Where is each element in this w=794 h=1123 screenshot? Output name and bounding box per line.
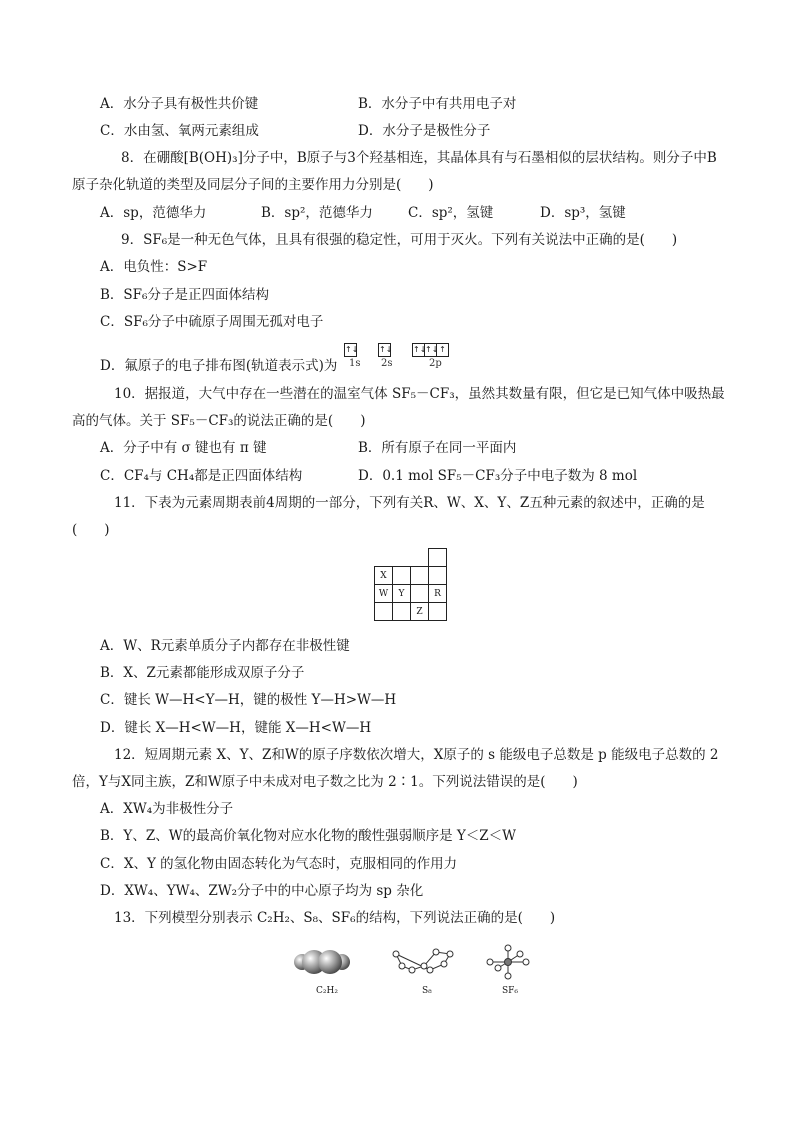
q10-option-b: B．所有原子在同一平面内	[358, 440, 517, 456]
q8-stem-line1: 8．在硼酸[B(OH)₃]分子中，B原子与3个羟基相连，其晶体具有与石墨相似的层状结构。则分子中B	[121, 150, 717, 166]
q10-option-d: D．0.1 mol SF₅－CF₃分子中电子数为 8 mol	[358, 468, 638, 484]
q11-stem-line2: ( )	[72, 522, 110, 538]
label-sf6: SF₆	[502, 986, 519, 996]
q8-option-b: B．sp²，范德华力	[261, 205, 373, 221]
q7-option-d: D．水分子是极性分子	[358, 123, 491, 139]
orbital-box-2p-1: ↑↓	[412, 343, 425, 357]
molecular-models	[290, 940, 550, 984]
orbital-label-1s: 1s	[349, 358, 361, 369]
q12-stem-line2: 倍，Y与X同主族，Z和W原子中未成对电子数之比为 2∶1。下列说法错误的是( )	[72, 774, 578, 790]
periodic-table-fragment	[374, 548, 447, 621]
label-c2h2: C₂H₂	[316, 986, 338, 996]
q8-option-a: A．sp，范德华力	[100, 205, 207, 221]
orbital-label-2s: 2s	[381, 358, 393, 369]
q12-stem-line1: 12．短周期元素 X、Y、Z和W的原子序数依次增大，X原子的 s 能级电子总数是 p 能级电子总数的 2	[114, 747, 719, 763]
cell-w: W	[375, 585, 393, 603]
q9-option-a: A．电负性：S>F	[100, 259, 208, 275]
s8-model	[393, 949, 453, 973]
orbital-box-1s: ↑↓	[344, 343, 357, 357]
q10-option-c: C．CF₄与 CH₄都是正四面体结构	[100, 468, 303, 484]
q10-stem-line2: 高的气体。关于 SF₅－CF₃的说法正确的是( )	[72, 413, 366, 429]
cell-r: R	[429, 585, 447, 603]
q9-option-c: C．SF₆分子中硫原子周围无孤对电子	[100, 314, 324, 330]
q13-stem: 13．下列模型分别表示 C₂H₂、S₈、SF₆的结构，下列说法正确的是( )	[114, 910, 556, 926]
c2h2-model	[294, 950, 350, 974]
q10-option-a: A．分子中有 σ 键也有 π 键	[100, 440, 267, 456]
orbital-box-2s: ↑↓	[378, 343, 391, 357]
q8-option-c: C．sp²，氢键	[408, 205, 494, 221]
sf6-model	[487, 945, 529, 979]
q9-stem: 9．SF₆是一种无色气体，且具有很强的稳定性，可用于灭火。下列有关说法中正确的是( )	[121, 232, 678, 248]
label-s8: S₈	[422, 986, 432, 996]
orbital-box-2p-3: ↑	[436, 343, 449, 357]
q9-option-b: B．SF₆分子是正四面体结构	[100, 287, 269, 303]
q7-option-b: B．水分子中有共用电子对	[358, 96, 517, 112]
q12-option-b: B．Y、Z、W的最高价氧化物对应水化物的酸性强弱顺序是 Y＜Z＜W	[100, 828, 517, 844]
q12-option-c: C．X、Y 的氢化物由固态转化为气态时，克服相同的作用力	[100, 856, 458, 872]
q7-option-a: A．水分子具有极性共价键	[100, 96, 259, 112]
q11-option-a: A．W、R元素单质分子内都存在非极性键	[100, 638, 350, 654]
cell-x: X	[375, 567, 393, 585]
q12-option-d: D．XW₄、YW₄、ZW₂分子中的中心原子均为 sp 杂化	[100, 883, 424, 899]
orbital-label-2p: 2p	[429, 358, 442, 369]
orbital-box-2p-2: ↑↓	[424, 343, 437, 357]
q11-stem-line1: 11．下表为元素周期表前4周期的一部分，下列有关R、W、X、Y、Z五种元素的叙述中，正确的是	[114, 495, 705, 511]
q7-option-c: C．水由氢、氧两元素组成	[100, 123, 259, 139]
q9-option-d: D．氟原子的电子排布图(轨道表示式)为	[100, 358, 338, 374]
q11-option-c: C．键长 W—H<Y—H，键的极性 Y—H>W—H	[100, 692, 397, 708]
cell-y: Y	[393, 585, 411, 603]
q8-option-d: D．sp³，氢键	[540, 205, 626, 221]
q12-option-a: A．XW₄为非极性分子	[100, 801, 234, 817]
q8-stem-line2: 原子杂化轨道的类型及同层分子间的主要作用力分别是( )	[72, 177, 434, 193]
q10-stem-line1: 10．据报道，大气中存在一些潜在的温室气体 SF₅－CF₃，虽然其数量有限，但它是已知气体中吸热最	[114, 386, 725, 402]
cell-z: Z	[411, 603, 429, 621]
q11-option-b: B．X、Z元素都能形成双原子分子	[100, 665, 305, 681]
q11-option-d: D．键长 X—H<W—H，键能 X—H<W—H	[100, 720, 372, 736]
